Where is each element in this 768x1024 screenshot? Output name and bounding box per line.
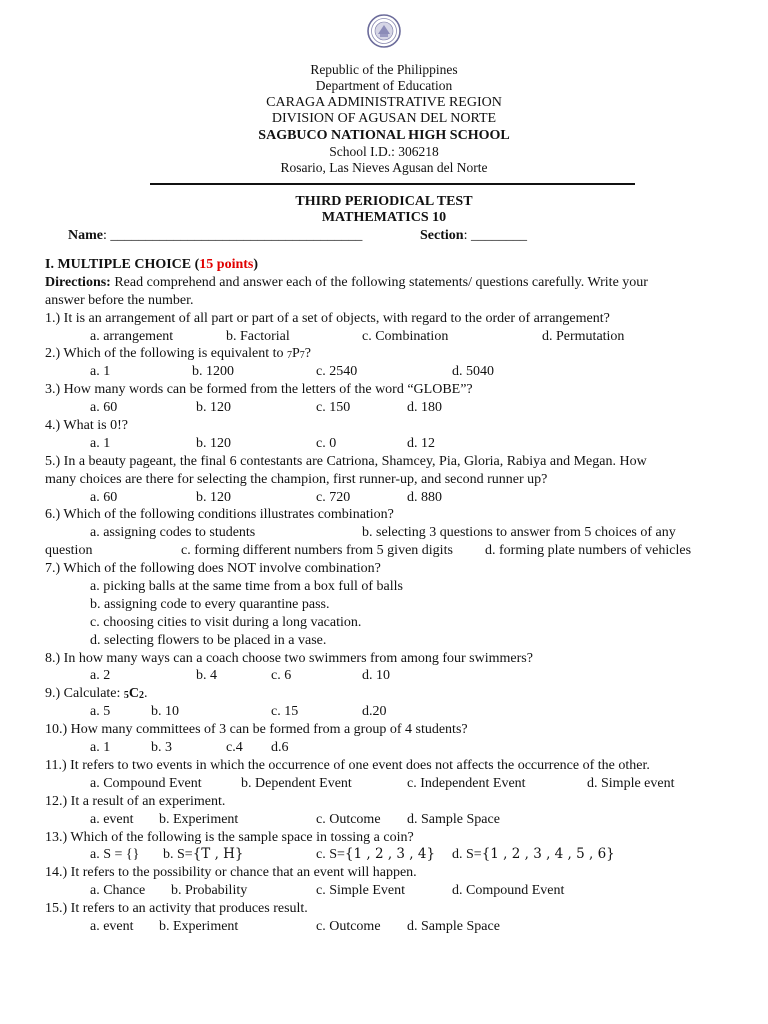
- choice: c. Combination: [362, 328, 449, 344]
- choice: c. Simple Event: [316, 883, 406, 899]
- choice: a. arrangement: [90, 328, 174, 344]
- part1-heading: I. MULTIPLE CHOICE (15 points): [45, 257, 259, 272]
- question-9: 9.) Calculate: $_5C_2$.: [45, 686, 148, 702]
- question-8-choices: [45, 667, 715, 685]
- header-school-name: SAGBUCO NATIONAL HIGH SCHOOL: [258, 127, 510, 143]
- choice: a. Compound Event: [90, 775, 202, 791]
- choice: b. Dependent Event: [241, 775, 352, 791]
- choice: a. 5: [90, 704, 111, 720]
- sample-space-set: {1 , 2 , 3 , 4}: [344, 846, 436, 863]
- choice: a. event: [90, 919, 134, 935]
- choice: c. 0: [316, 435, 337, 451]
- choice: c. 15: [271, 704, 299, 720]
- choice: a. Chance: [90, 883, 146, 899]
- test-body: [45, 256, 715, 936]
- choice: a. 1: [90, 435, 111, 451]
- choice-cont: question: [45, 543, 93, 559]
- section-blank: : ________: [463, 228, 527, 243]
- deped-seal-icon: [367, 14, 401, 48]
- question-11-choices: [45, 775, 715, 793]
- choice: c. forming different numbers from 5 given digits: [181, 543, 453, 559]
- header-department: Department of Education: [315, 78, 453, 94]
- question-8: 8.) In how many ways can a coach choose two swimmers from among four swimmers?: [45, 650, 533, 666]
- question-4-choices: [45, 435, 715, 453]
- choice: a. 1: [90, 740, 111, 756]
- choice: b. selecting 3 questions to answer from 5 choices of any: [362, 525, 676, 541]
- school-header: [0, 62, 768, 177]
- sample-space-set: {T , H}: [192, 846, 244, 863]
- question-14-choices: [45, 882, 715, 900]
- question-3-choices: [45, 399, 715, 417]
- choice: d. Simple event: [587, 775, 675, 791]
- choice: b. 10: [151, 704, 179, 720]
- question-2: 2.) Which of the following is equivalent to $_7P_7$?: [45, 346, 311, 362]
- name-blank: : ____________________________________: [103, 228, 363, 243]
- question-6: 6.) Which of the following conditions illustrates combination?: [45, 507, 394, 523]
- choice: c. Independent Event: [407, 775, 526, 791]
- question-7: 7.) Which of the following does NOT involve combination?: [45, 561, 381, 577]
- question-7-choice-b: b. assigning code to every quarantine pass.: [90, 596, 330, 612]
- choice: b. Experiment: [159, 811, 239, 827]
- choice: b. 120: [196, 400, 231, 416]
- question-7-choice-a: a. picking balls at the same time from a box full of balls: [90, 579, 403, 595]
- question-9-choices: [45, 703, 715, 721]
- choice: d. S={1 , 2 , 3 , 4 , 5 , 6}: [452, 846, 615, 863]
- choice: a. assigning codes to students: [90, 525, 256, 541]
- choice: d. Permutation: [542, 328, 625, 344]
- choice: c. S={1 , 2 , 3 , 4}: [316, 846, 436, 863]
- choice: c. Outcome: [316, 919, 381, 935]
- points-badge: 15 points: [199, 257, 254, 272]
- choice: b. 120: [196, 489, 231, 505]
- choice: b. 4: [196, 668, 217, 684]
- test-title: [0, 194, 768, 226]
- question-7-choice-c: c. choosing cities to visit during a long vacation.: [90, 614, 362, 630]
- question-14: 14.) It refers to the possibility or chance that an event will happen.: [45, 865, 417, 881]
- choice: a. 1: [90, 364, 111, 380]
- question-15-choices: [45, 918, 715, 936]
- choice: d. 880: [407, 489, 442, 505]
- choice: a. 2: [90, 668, 111, 684]
- question-6-choices-cont: [45, 542, 715, 560]
- header-division: DIVISION OF AGUSAN DEL NORTE: [271, 111, 497, 127]
- choice: b. S={T , H}: [163, 846, 244, 863]
- question-13: 13.) Which of the following is the sample space in tossing a coin?: [45, 829, 414, 845]
- directions-label: Directions:: [45, 274, 111, 290]
- directions: Directions: Read comprehend and answer each of the following statements/ questions carefully. Write your: [45, 274, 648, 290]
- choice: d. forming plate numbers of vehicles: [485, 543, 692, 559]
- choice: d. 10: [362, 668, 390, 684]
- question-1: 1.) It is an arrangement of all part or part of a set of objects, with regard to the order of arrangement?: [45, 310, 610, 326]
- section-field[interactable]: [420, 228, 527, 244]
- header-region: CARAGA ADMINISTRATIVE REGION: [266, 94, 502, 110]
- question-5: 5.) In a beauty pageant, the final 6 contestants are Catriona, Shamcey, Pia, Gloria, Rabiya and Megan. How: [45, 453, 647, 469]
- choice: a. 60: [90, 489, 118, 505]
- name-field[interactable]: [68, 228, 362, 244]
- choice: a. 60: [90, 400, 118, 416]
- test-title-period: THIRD PERIODICAL TEST: [295, 194, 473, 209]
- question-13-choices: [45, 846, 715, 864]
- choice: b. 120: [196, 435, 231, 451]
- choice: a. event: [90, 811, 134, 827]
- question-1-choices: [45, 328, 715, 346]
- question-10-choices: [45, 739, 715, 757]
- question-12-choices: [45, 811, 715, 829]
- choice: c. Outcome: [316, 811, 381, 827]
- question-5-cont: many choices are there for selecting the champion, first runner-up, and second runner up?: [45, 471, 548, 487]
- choice: d. 5040: [452, 364, 494, 380]
- choice: d.6: [271, 740, 289, 756]
- header-republic: Republic of the Philippines: [310, 62, 458, 77]
- choice: c.4: [226, 740, 243, 756]
- choice: b. Experiment: [159, 919, 239, 935]
- choice: d. 12: [407, 435, 435, 451]
- question-10: 10.) How many committees of 3 can be formed from a group of 4 students?: [45, 722, 468, 738]
- question-11: 11.) It refers to two events in which the occurrence of one event does not affects the occurrence of the other.: [45, 757, 650, 773]
- question-7-choice-d: d. selecting flowers to be placed in a vase.: [90, 632, 327, 648]
- question-6-choices: [45, 524, 715, 542]
- choice: d. Sample Space: [407, 919, 500, 935]
- section-label: Section: [420, 228, 464, 243]
- question-12: 12.) It a result of an experiment.: [45, 793, 226, 809]
- question-2-choices: [45, 363, 715, 381]
- name-label: Name: [68, 228, 103, 243]
- choice: b. Probability: [171, 883, 248, 899]
- header-divider: [150, 183, 635, 185]
- choice: d.20: [362, 704, 387, 720]
- question-15: 15.) It refers to an activity that produces result.: [45, 901, 308, 917]
- choice: b. 1200: [192, 364, 234, 380]
- choice: c. 2540: [316, 364, 358, 380]
- question-3: 3.) How many words can be formed from the letters of the word “GLOBE”?: [45, 382, 473, 398]
- question-4: 4.) What is 0!?: [45, 418, 128, 434]
- test-title-subject: MATHEMATICS 10: [321, 210, 447, 225]
- question-5-choices: [45, 489, 715, 507]
- choice: b. Factorial: [226, 328, 290, 344]
- choice: c. 150: [316, 400, 351, 416]
- choice: c. 720: [316, 489, 351, 505]
- choice: d. Compound Event: [452, 883, 565, 899]
- choice: c. 6: [271, 668, 292, 684]
- sample-space-set: {1 , 2 , 3 , 4 , 5 , 6}: [481, 846, 615, 863]
- header-address: Rosario, Las Nieves Agusan del Norte: [280, 160, 488, 176]
- choice: d. Sample Space: [407, 811, 500, 827]
- choice: b. 3: [151, 740, 172, 756]
- header-school-id: School I.D.: 306218: [329, 144, 439, 160]
- choice: d. 180: [407, 400, 442, 416]
- choice: a. S = {}: [90, 847, 140, 863]
- directions-cont: answer before the number.: [45, 292, 194, 308]
